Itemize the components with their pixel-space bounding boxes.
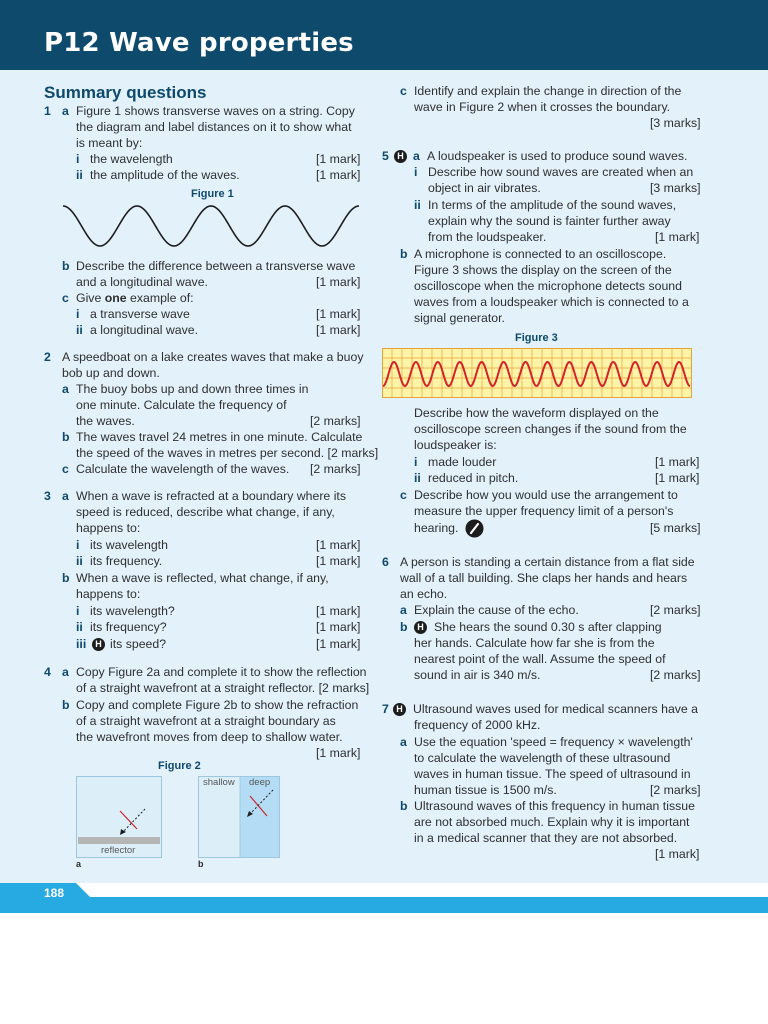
text-line: Identify and explain the change in direction of the xyxy=(414,84,682,98)
part-label: a xyxy=(400,603,407,617)
text-line: Calculate the wavelength of the waves. xyxy=(76,462,290,476)
text-line: Use the equation 'speed = frequency × wavelength' xyxy=(414,735,693,749)
question-number: 6 xyxy=(382,555,389,569)
oscilloscope-screen xyxy=(382,348,692,398)
subpart-label: ii xyxy=(76,323,83,337)
shallow-label: shallow xyxy=(203,777,235,788)
text-line: her hands. Calculate how far she is from the xyxy=(414,636,655,650)
marks: [2 marks] xyxy=(310,414,361,428)
screen-background xyxy=(382,348,692,398)
text-line: the diagram and label distances on it to show what xyxy=(76,120,352,134)
text-line: A microphone is connected to an oscilloscope. xyxy=(414,247,667,261)
marks: [2 marks] xyxy=(310,462,361,476)
text-line: the wavelength xyxy=(90,152,173,166)
text-line: its speed? xyxy=(110,637,167,651)
text-line: speed is reduced, describe what change, if any, xyxy=(76,505,335,519)
text-line: object in air vibrates. xyxy=(428,181,541,195)
marks: [2 marks] xyxy=(650,603,701,617)
text-line: in a medical scanner that they are not absorbed. xyxy=(414,831,678,845)
text-line: reduced in pitch. xyxy=(428,471,519,485)
subpart-label: i xyxy=(76,307,80,321)
text-line: waves from a loudspeaker which is connected to a xyxy=(414,295,689,309)
part-label: a xyxy=(62,489,69,503)
marks: [1 mark] xyxy=(316,538,361,552)
text-line: a transverse wave xyxy=(90,307,190,321)
text-line: its frequency? xyxy=(90,620,167,634)
marks: [1 mark] xyxy=(655,847,700,861)
marks: [1 mark] xyxy=(655,471,700,485)
subpart-label: ii xyxy=(414,471,421,485)
text-line: the waves. xyxy=(76,414,135,428)
footer-bar xyxy=(0,883,768,913)
text-line: happens to: xyxy=(76,521,141,535)
subpart-label: i xyxy=(76,604,80,618)
marks: [1 mark] xyxy=(316,152,361,166)
subpart-label: i xyxy=(76,152,80,166)
text-line: and a longitudinal wave. xyxy=(76,275,208,289)
text-line: made louder xyxy=(428,455,497,469)
question-number: 2 xyxy=(44,350,51,364)
footer-shape xyxy=(0,883,768,913)
text-line: wall of a tall building. She claps her hands and hears xyxy=(400,571,688,585)
marks: [1 mark] xyxy=(316,307,361,321)
reflector-label: reflector xyxy=(101,845,136,856)
marks: [3 marks] xyxy=(650,116,701,130)
text-line: its frequency. xyxy=(90,554,163,568)
part-label: a xyxy=(62,665,69,679)
text-line: to calculate the wavelength of these ultrasound xyxy=(414,751,671,765)
part-label: a xyxy=(413,149,420,163)
text-line: measure the upper frequency limit of a person's xyxy=(414,504,674,518)
text-line xyxy=(76,290,194,306)
subpart-label: i xyxy=(76,538,80,552)
deep-label: deep xyxy=(249,777,271,788)
text-line: the amplitude of the waves. xyxy=(90,168,240,182)
question-number: 7 xyxy=(382,702,389,716)
text-line: signal generator. xyxy=(414,311,505,325)
text-line: happens to: xyxy=(76,587,141,601)
text-line: Ultrasound waves used for medical scanners have a xyxy=(413,702,699,716)
subpart-label: iii xyxy=(76,637,87,651)
text-line: A person is standing a certain distance from a flat side xyxy=(400,555,695,569)
text-line: Ultrasound waves of this frequency in human tissue xyxy=(414,799,695,813)
part-label: a xyxy=(62,104,69,118)
higher-tier-badge: H xyxy=(393,703,406,716)
marks: [1 mark] xyxy=(316,746,361,760)
text-line: Explain the cause of the echo. xyxy=(414,603,579,617)
part-label: a xyxy=(400,735,407,749)
text-line: When a wave is refracted at a boundary where its xyxy=(76,489,346,503)
text-line: Describe how you would use the arrangement to xyxy=(414,488,678,502)
text-line: When a wave is reflected, what change, if any, xyxy=(76,571,329,585)
text-line: The buoy bobs up and down three times in xyxy=(76,382,309,396)
part-label: c xyxy=(400,84,407,98)
higher-tier-badge: H xyxy=(92,638,105,651)
marks: [1 mark] xyxy=(316,620,361,634)
text-line: Describe how the waveform displayed on the xyxy=(414,406,659,420)
higher-tier-badge: H xyxy=(414,621,427,634)
marks: [2 marks] xyxy=(650,668,701,682)
question-number: 1 xyxy=(44,104,51,118)
text-line: are not absorbed much. Explain why it is important xyxy=(414,815,690,829)
part-label: b xyxy=(62,698,70,712)
part-label: c xyxy=(62,462,69,476)
text-line: a longitudinal wave. xyxy=(90,323,199,337)
part-label: b xyxy=(62,571,70,585)
part-label: c xyxy=(62,291,69,305)
figure-tag: a xyxy=(76,859,82,869)
practical-pencil-icon xyxy=(465,519,484,538)
part-label: b xyxy=(400,620,408,634)
marks: [2 marks] xyxy=(650,783,701,797)
text-line: of a straight wavefront at a straight boundary as xyxy=(76,714,336,728)
text-line: Describe the difference between a transverse wave xyxy=(76,259,356,273)
text-line: frequency of 2000 kHz. xyxy=(414,718,541,732)
subpart-label: ii xyxy=(76,168,83,182)
text-line: Copy and complete Figure 2b to show the refraction xyxy=(76,698,359,712)
subpart-label: ii xyxy=(76,554,83,568)
text-line: A loudspeaker is used to produce sound waves. xyxy=(427,149,688,163)
bold-word: one xyxy=(104,291,127,305)
question-number: 5 xyxy=(382,149,389,163)
subpart-label: ii xyxy=(414,198,421,212)
text-line: oscilloscope when the microphone detects sound xyxy=(414,279,682,293)
text-line: She hears the sound 0.30 s after clapping xyxy=(434,620,662,634)
text-line: oscilloscope screen changes if the sound from the xyxy=(414,422,687,436)
chapter-header xyxy=(0,0,768,70)
figure-caption: Figure 1 xyxy=(191,188,234,200)
marks: [1 mark] xyxy=(655,455,700,469)
deep-region xyxy=(240,777,279,857)
figure-caption: Figure 3 xyxy=(515,332,558,344)
text-fragment: example of: xyxy=(126,291,194,305)
question-number: 3 xyxy=(44,489,51,503)
text-line: from the loudspeaker. xyxy=(428,230,547,244)
marks: [5 marks] xyxy=(650,521,701,535)
text-line: sound in air is 340 m/s. xyxy=(414,668,541,682)
text-line: hearing. xyxy=(414,521,459,535)
text-line: of a straight wavefront at a straight reflector. [2 marks] xyxy=(76,681,370,695)
summary-title: Summary questions xyxy=(44,83,207,102)
subpart-label: ii xyxy=(76,620,83,634)
subpart-label: i xyxy=(414,455,418,469)
transverse-wave-figure xyxy=(62,200,362,252)
text-line: loudspeaker is: xyxy=(414,438,497,452)
subpart-label: i xyxy=(414,165,418,179)
part-label: c xyxy=(400,488,407,502)
text-line: an echo. xyxy=(400,587,448,601)
text-line: Copy Figure 2a and complete it to show the reflection xyxy=(76,665,367,679)
text-line: waves in human tissue. The speed of ultrasound in xyxy=(414,767,691,781)
text-line: nearest point of the wall. Assume the speed of xyxy=(414,652,666,666)
text-line: human tissue is 1500 m/s. xyxy=(414,783,557,797)
marks: [3 marks] xyxy=(650,181,701,195)
marks: [1 mark] xyxy=(316,168,361,182)
text-line: its wavelength? xyxy=(90,604,175,618)
text-line: In terms of the amplitude of the sound waves, xyxy=(428,198,677,212)
marks: [1 mark] xyxy=(316,637,361,651)
higher-tier-badge: H xyxy=(394,150,407,163)
part-label: b xyxy=(400,799,408,813)
text-fragment: Give xyxy=(76,291,105,305)
text-line: the wavefront moves from deep to shallow water. xyxy=(76,730,343,744)
chapter-title: P12 Wave properties xyxy=(44,28,354,58)
text-line: Figure 3 shows the display on the screen of the xyxy=(414,263,672,277)
text-line: bob up and down. xyxy=(62,366,160,380)
marks: [1 mark] xyxy=(316,554,361,568)
text-line: A speedboat on a lake creates waves that make a buoy xyxy=(62,350,364,364)
marks: [1 mark] xyxy=(316,604,361,618)
figure-caption: Figure 2 xyxy=(158,760,201,772)
marks: [1 mark] xyxy=(655,230,700,244)
text-line: is meant by: xyxy=(76,136,143,150)
marks: [1 mark] xyxy=(316,275,361,289)
part-label: a xyxy=(62,382,69,396)
figure-tag: b xyxy=(198,859,204,869)
text-line: The waves travel 24 metres in one minute. Calculate xyxy=(76,430,363,444)
marks: [1 mark] xyxy=(316,323,361,337)
part-label: b xyxy=(62,430,70,444)
text-line: Describe how sound waves are created when an xyxy=(428,165,694,179)
question-number: 4 xyxy=(44,665,51,679)
part-label: b xyxy=(62,259,70,273)
page-number: 188 xyxy=(44,886,65,900)
text-line: the speed of the waves in metres per second. [2 marks] xyxy=(76,446,379,460)
text-line: one minute. Calculate the frequency of xyxy=(76,398,287,412)
text-line: Figure 1 shows transverse waves on a string. Copy xyxy=(76,104,355,118)
text-line: explain why the sound is fainter further away xyxy=(428,214,671,228)
part-label: b xyxy=(400,247,408,261)
reflector-bar xyxy=(78,837,160,844)
wave-line xyxy=(63,206,359,246)
text-line: its wavelength xyxy=(90,538,168,552)
text-line: wave in Figure 2 when it crosses the boundary. xyxy=(414,100,671,114)
